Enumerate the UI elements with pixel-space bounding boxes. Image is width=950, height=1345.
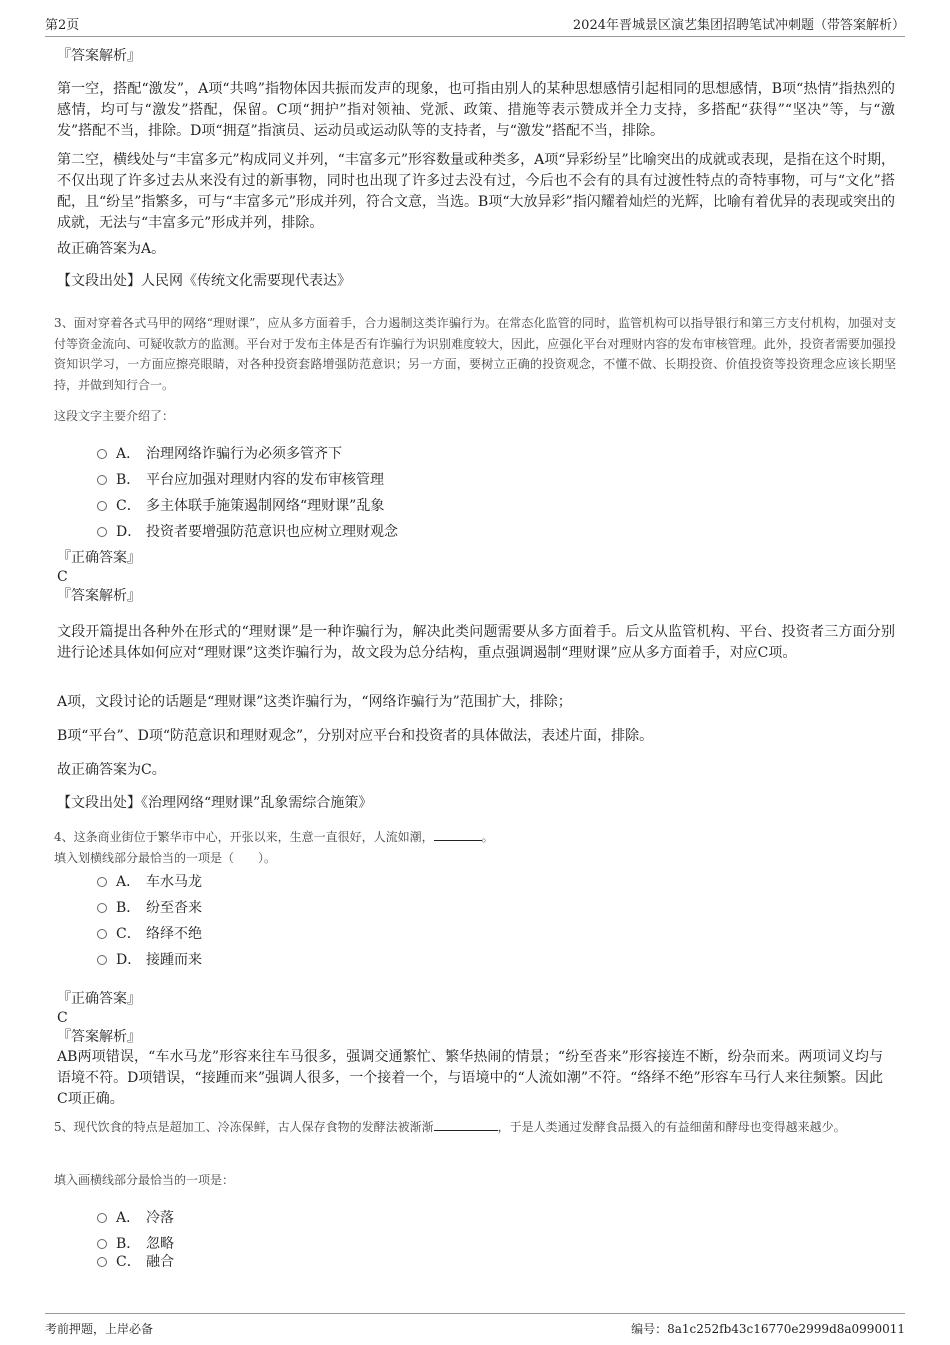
document-title: 2024年晋城景区演艺集团招聘笔试冲刺题（带答案解析） xyxy=(572,18,905,33)
q3-analysis-label: 『答案解析』 xyxy=(57,588,141,604)
q4-analysis: AB两项错误，“车水马龙”形容来往车马很多，强调交通繁忙、繁华热闹的情景；“纷至沓来”形容接连不断，纷杂而来。两项词义均与语境不符。D项错误，“接踵而来”强调人很多，一个接着一个，与语境中的“人流如潮”不符。“络绎不绝”形容车马行人来往频繁。因此C项正确。 xyxy=(57,1049,883,1107)
q4-option-d[interactable] xyxy=(97,951,202,969)
q3-conclusion: 故正确答案为C。 xyxy=(57,762,166,778)
q3-question-block xyxy=(54,406,892,427)
radio-icon[interactable] xyxy=(97,1257,107,1267)
q4-stem-line xyxy=(54,827,892,848)
option-key: A． xyxy=(116,874,141,890)
radio-icon[interactable] xyxy=(97,449,107,459)
q3-analysis-para3: B项“平台”、D项“防范意识和理财观念”，分别对应平台和投资者的具体做法，表述片面，排除。 xyxy=(57,728,654,744)
option-key: B． xyxy=(116,1236,141,1252)
q4-stem: 4、这条商业街位于繁华市中心，开张以来，生意一直很好，人流如潮， xyxy=(54,830,434,844)
option-key: B． xyxy=(116,472,141,488)
q2-source-block xyxy=(57,271,895,292)
q5-option-c[interactable] xyxy=(97,1253,174,1271)
q5-option-b[interactable] xyxy=(97,1235,174,1253)
q3-option-b[interactable] xyxy=(97,471,384,489)
q4-stem-block xyxy=(54,827,892,868)
option-text: 平台应加强对理财内容的发布审核管理 xyxy=(146,472,384,488)
q4-answer-block xyxy=(57,990,895,1110)
option-text: 投资者要增强防范意识也应树立理财观念 xyxy=(146,524,398,540)
radio-icon[interactable] xyxy=(97,527,107,537)
q3-analysis-para3-block xyxy=(57,726,895,747)
q3-stem-block xyxy=(54,313,896,395)
option-text: 冷落 xyxy=(146,1210,174,1226)
option-key: C． xyxy=(116,926,141,942)
q5-blank xyxy=(434,1118,498,1131)
q2-conclusion: 故正确答案为A。 xyxy=(57,241,166,257)
q4-blank xyxy=(434,828,482,841)
q3-source: 【文段出处】《治理网络“理财课”乱象需综合施策》 xyxy=(57,795,373,811)
q3-answer: C xyxy=(57,569,68,585)
q3-option-c[interactable] xyxy=(97,497,384,515)
option-text: 络绎不绝 xyxy=(146,926,202,942)
q4-option-c[interactable] xyxy=(97,925,202,943)
q3-answer-label: 『正确答案』 xyxy=(57,550,141,566)
option-key: D． xyxy=(116,952,142,968)
q2-conclusion-block xyxy=(57,239,895,260)
radio-icon[interactable] xyxy=(97,475,107,485)
radio-icon[interactable] xyxy=(97,903,107,913)
q4-stem-end: 。 xyxy=(481,830,494,844)
q4-option-a[interactable] xyxy=(97,873,202,891)
page-header xyxy=(45,14,905,37)
q3-analysis-para1: 文段开篇提出各种外在形式的“理财课”是一种诈骗行为，解决此类问题需要从多方面着手。后文从监管机构、平台、投资者三方面分别进行论述具体如何应对“理财课”这类诈骗行为，故文段为总分结构，重点强调遏制“理财课”应从多方面着手，对应C项。 xyxy=(57,624,895,661)
option-text: 车水马龙 xyxy=(146,874,202,890)
radio-icon[interactable] xyxy=(97,955,107,965)
q5-stem-line xyxy=(54,1117,896,1138)
q3-answer-block xyxy=(57,549,895,606)
q3-option-d[interactable] xyxy=(97,523,398,541)
option-key: C． xyxy=(116,1254,141,1270)
q2-analysis-label: 『答案解析』 xyxy=(57,48,141,64)
option-key: A． xyxy=(116,1210,141,1226)
q3-analysis-para2: A项，文段讨论的话题是“理财课”这类诈骗行为，“网络诈骗行为”范围扩大，排除； xyxy=(57,694,572,710)
document-id: 编号：8a1c252fb43c16770e2999d8a0990011 xyxy=(631,1322,905,1336)
radio-icon[interactable] xyxy=(97,1239,107,1249)
q3-analysis-para2-block xyxy=(57,692,895,713)
q4-answer: C xyxy=(57,1010,68,1026)
q3-analysis-para1-block xyxy=(57,622,895,664)
radio-icon[interactable] xyxy=(97,501,107,511)
q4-question: 填入划横线部分最恰当的一项是（ ）。 xyxy=(54,850,277,865)
page-footer xyxy=(45,1313,905,1337)
radio-icon[interactable] xyxy=(97,929,107,939)
q4-answer-label: 『正确答案』 xyxy=(57,991,141,1007)
q4-analysis-label: 『答案解析』 xyxy=(57,1029,141,1045)
q2-analysis-para2-block xyxy=(57,150,895,234)
q2-source: 【文段出处】人民网《传统文化需要现代表达》 xyxy=(57,273,351,289)
footer-slogan: 考前押题，上岸必备 xyxy=(45,1322,154,1336)
q3-option-a[interactable] xyxy=(97,445,342,463)
option-text: 纷至沓来 xyxy=(146,900,202,916)
q5-stem-end: ，于是人类通过发酵食品摄入的有益细菌和酵母也变得越来越少。 xyxy=(497,1120,846,1134)
option-text: 多主体联手施策遏制网络“理财课”乱象 xyxy=(146,498,385,514)
q3-source-block xyxy=(57,793,895,814)
q5-stem: 5、现代饮食的特点是超加工、冷冻保鲜，古人保存食物的发酵法被渐渐 xyxy=(54,1120,434,1134)
option-key: B． xyxy=(116,900,141,916)
option-key: A． xyxy=(116,446,141,462)
q2-analysis-para1-block xyxy=(57,79,895,142)
q3-question: 这段文字主要介绍了： xyxy=(54,409,175,423)
q5-stem-block xyxy=(54,1117,896,1138)
q3-conclusion-block xyxy=(57,760,895,781)
page-number: 第2页 xyxy=(45,18,80,33)
option-text: 接踵而来 xyxy=(146,952,202,968)
option-text: 融合 xyxy=(146,1254,174,1270)
option-text: 忽略 xyxy=(146,1236,174,1252)
radio-icon[interactable] xyxy=(97,1213,107,1223)
option-key: C． xyxy=(116,498,141,514)
q5-option-a[interactable] xyxy=(97,1209,174,1227)
radio-icon[interactable] xyxy=(97,877,107,887)
q3-stem: 3、面对穿着各式马甲的网络“理财课”，应从多方面着手，合力遏制这类诈骗行为。在常态化监管的同时，监管机构可以指导银行和第三方支付机构，加强对支付等资金流向、可疑收款方的监测。平台对于发布主体是否有诈骗行为识别难度较大，因此，应强化平台对理财内容的发布审核管理。此外，投资者需要加强投资知识学习，一方面应擦亮眼睛，对各种投资套路增强防范意识；另一方面，要树立正确的投资观念，不懂不做、长期投资、价值投资等投资理念应该长期坚持，并做到知行合一。 xyxy=(54,316,896,392)
option-text: 治理网络诈骗行为必须多管齐下 xyxy=(146,446,342,462)
q5-question: 填入画横线部分最恰当的一项是： xyxy=(54,1173,235,1187)
q5-question-block xyxy=(54,1170,892,1191)
option-key: D． xyxy=(116,524,142,540)
q2-analysis-para1: 第一空，搭配“激发”，A项“共鸣”指物体因共振而发声的现象，也可指由别人的某种思想感情引起相同的思想感情，B项“热情”指热烈的感情，均可与“激发”搭配，保留。C项“拥护”指对领袖、党派、政策、措施等表示赞成并全力支持，多搭配“获得”“坚决”等，与“激发”搭配不当，排除。D项“拥趸”指演员、运动员或运动队等的支持者，与“激发”搭配不当，排除。 xyxy=(57,81,895,139)
q2-analysis-para2: 第二空，横线处与“丰富多元”构成同义并列，“丰富多元”形容数量或种类多，A项“异彩纷呈”比喻突出的成就或表现，是指在这个时期，不仅出现了许多过去从来没有过的新事物，同时也出现了许多过去没有过，今后也不会有的具有过渡性特点的奇特事物，可与“文化”搭配，且“纷呈”指繁多，可与“丰富多元”形成并列，符合文意，当选。B项“大放异彩”指闪耀着灿烂的光辉，比喻有着优异的表现或突出的成就，无法与“丰富多元”形成并列，排除。 xyxy=(57,152,895,231)
q4-option-b[interactable] xyxy=(97,899,202,917)
q2-analysis-label-block xyxy=(57,47,895,66)
